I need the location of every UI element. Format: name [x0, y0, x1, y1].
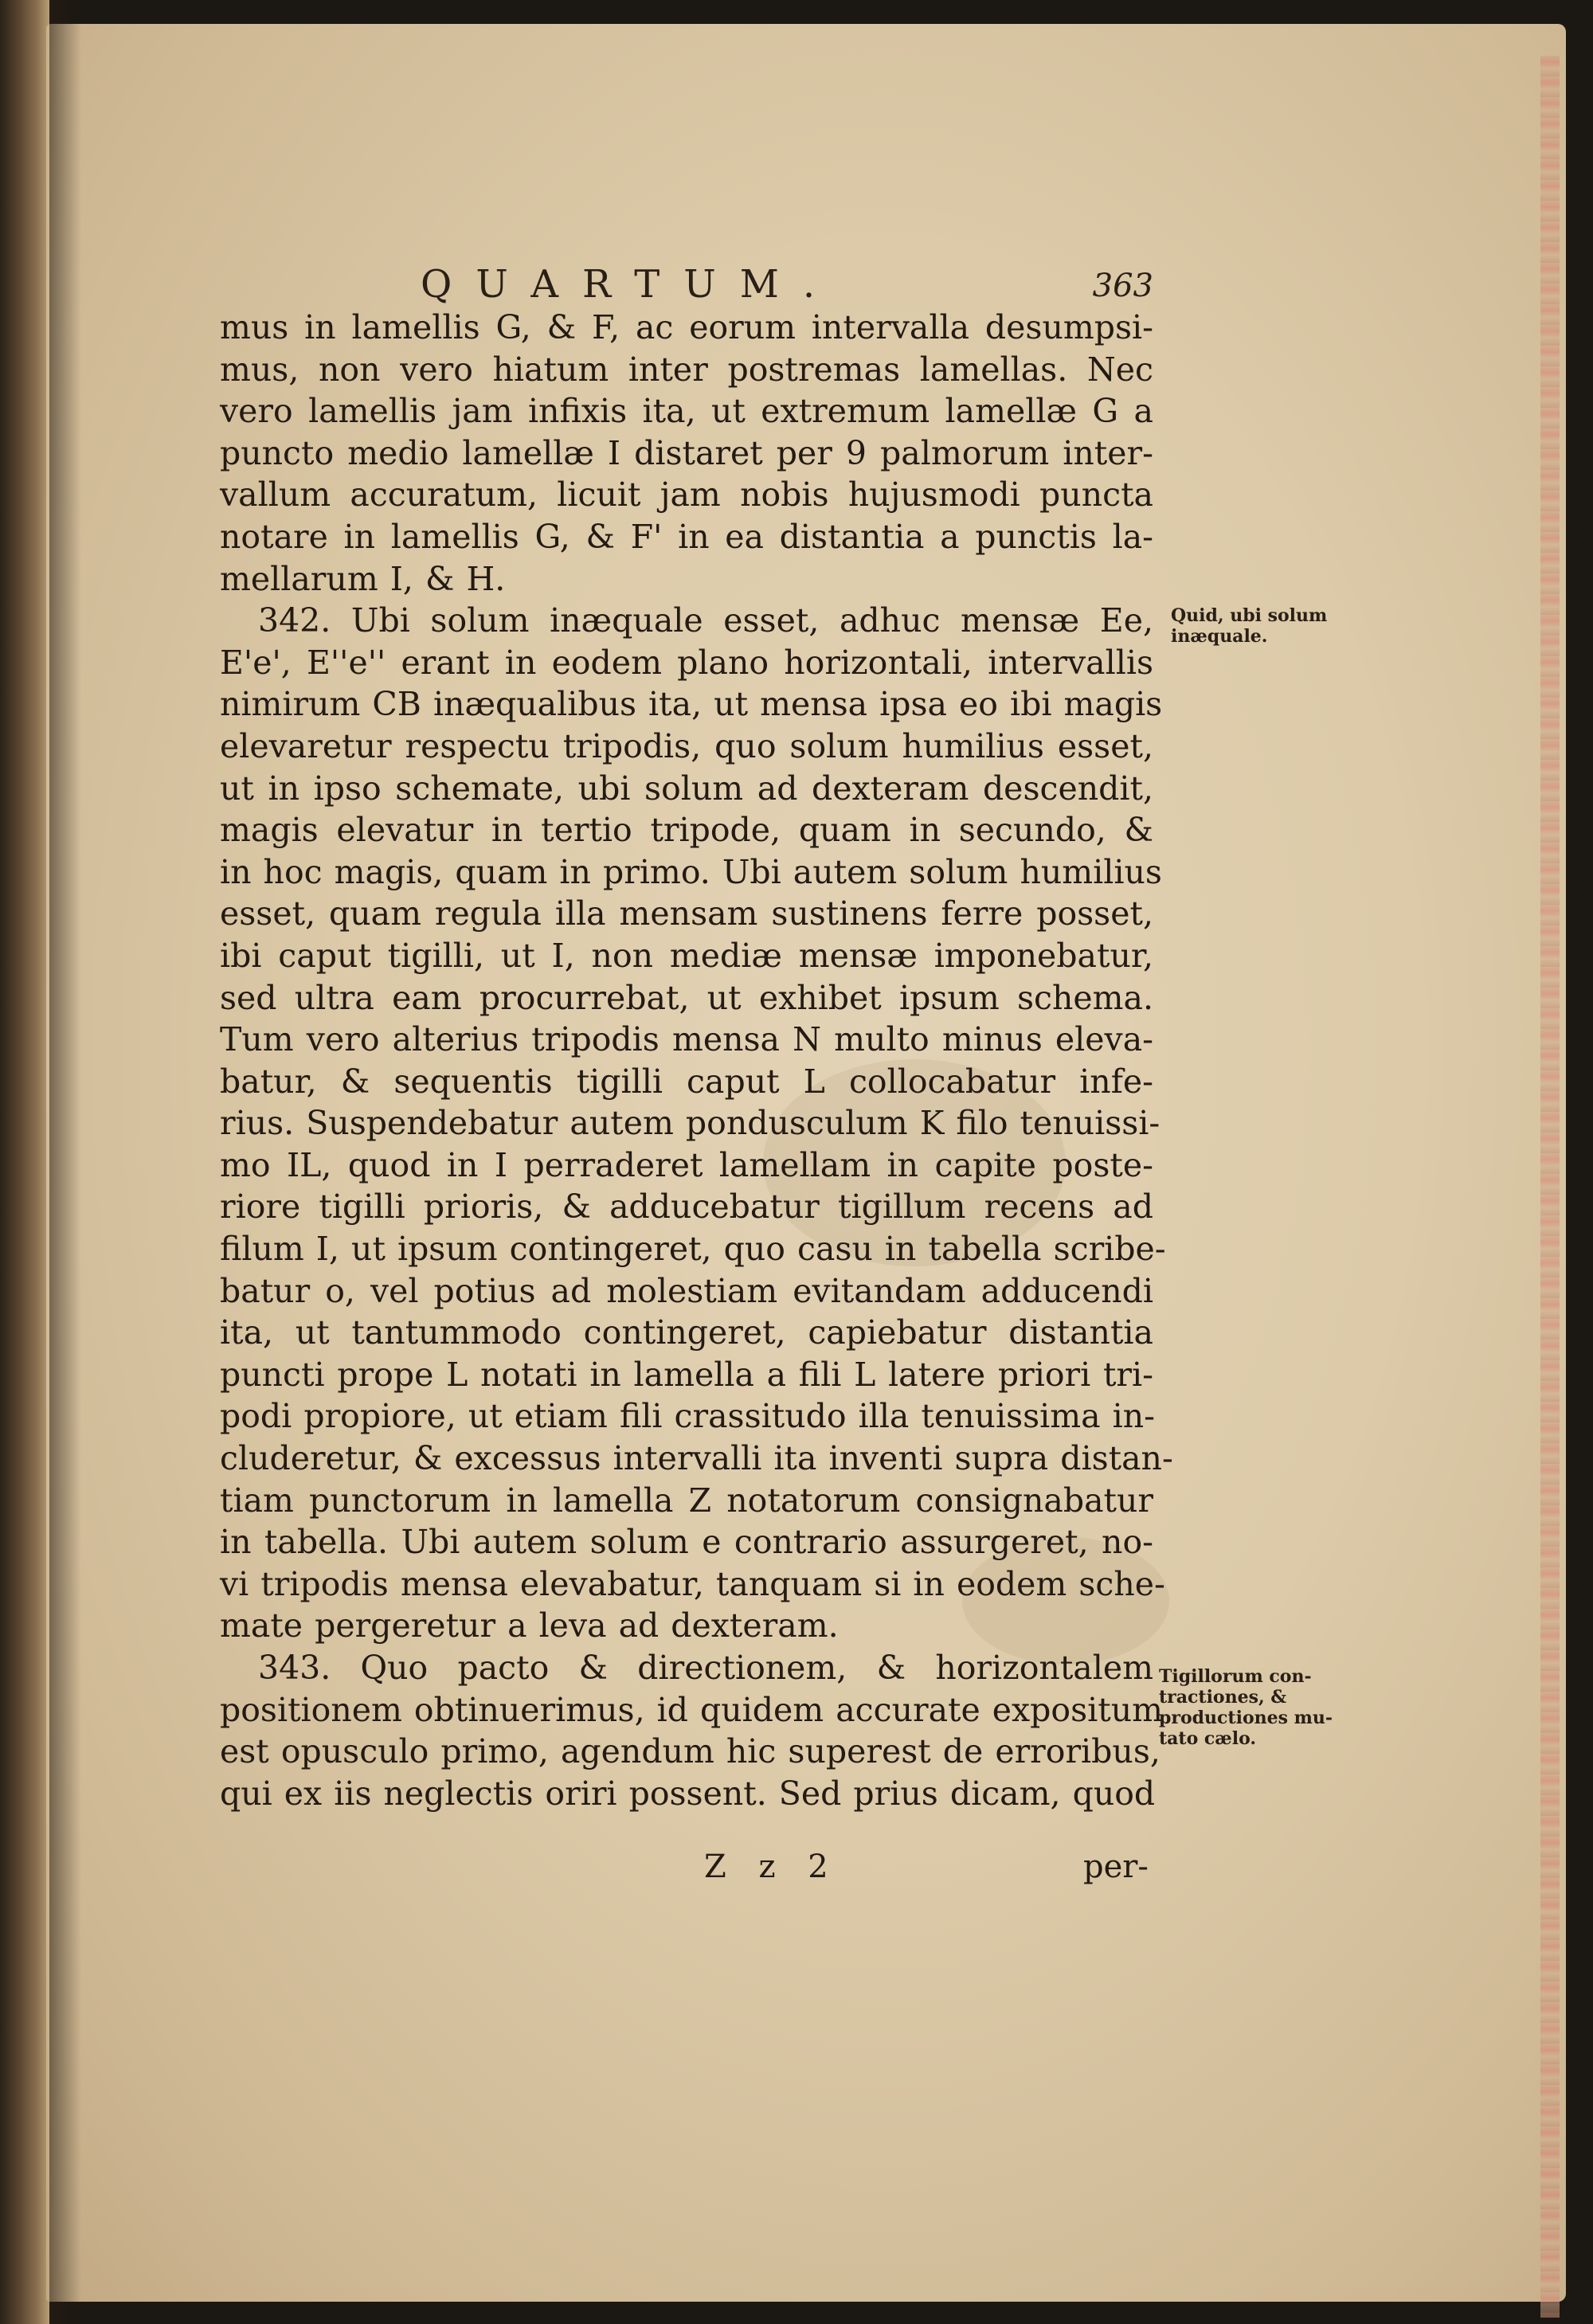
- page-edge-right: [1540, 56, 1560, 2318]
- text-line: E'e', E''e'' erant in eodem plano horizontali, intervallis: [220, 643, 1153, 682]
- text-line: puncti prope L notati in lamella a fili L latere priori tri-: [220, 1355, 1153, 1394]
- text-line: mo IL, quod in I perraderet lamellam in capite poste-: [220, 1145, 1153, 1184]
- marginal-note: [1159, 1666, 1333, 1749]
- spine-shadow: [49, 0, 81, 2324]
- text-line: vallum accuratum, licuit jam nobis hujusmodi puncta: [220, 475, 1153, 514]
- text-line: Tum vero alterius tripodis mensa N multo minus eleva-: [220, 1020, 1153, 1059]
- text-line: batur o, vel potius ad molestiam evitandam adducendi: [220, 1271, 1153, 1310]
- marginal-note-line: Quid, ubi solum: [1171, 605, 1328, 626]
- text-line: podi propiore, ut etiam fili crassitudo illa tenuissima in-: [220, 1397, 1155, 1436]
- text-line: filum I, ut ipsum contingeret, quo casu in tabella scribe-: [220, 1230, 1166, 1269]
- text-line: vi tripodis mensa elevabatur, tanquam si in eodem sche-: [220, 1564, 1165, 1603]
- text-line: qui ex iis neglectis oriri possent. Sed prius dicam, quod: [220, 1774, 1156, 1813]
- marginal-note: [1171, 605, 1330, 647]
- page-number: 363: [1092, 268, 1153, 304]
- text-line: in hoc magis, quam in primo. Ubi autem solum humilius: [220, 852, 1162, 891]
- running-head: [421, 256, 1153, 312]
- text-line: est opusculo primo, agendum hic superest de erroribus,: [220, 1732, 1161, 1771]
- text-line: tiam punctorum in lamella Z notatorum consignabatur: [220, 1481, 1153, 1520]
- marginal-note-line: tato cælo.: [1159, 1728, 1257, 1749]
- catchword: per-: [1083, 1849, 1149, 1885]
- text-line: riore tigilli prioris, & adducebatur tigillum recens ad: [220, 1187, 1153, 1227]
- text-line: 342. Ubi solum inæquale esset, adhuc mensæ Ee,: [258, 601, 1153, 640]
- text-line: magis elevatur in tertio tripode, quam in secundo, &: [220, 811, 1153, 850]
- marginal-note-line: inæquale.: [1171, 626, 1268, 647]
- text-line: mellarum I, & H.: [220, 559, 506, 598]
- text-line: ut in ipso schemate, ubi solum ad dexteram descendit,: [220, 769, 1153, 808]
- text-line: vero lamellis jam infixis ita, ut extremum lamellæ G a: [220, 392, 1153, 431]
- text-line: notare in lamellis G, & F' in ea distantia a punctis la-: [220, 517, 1153, 556]
- marginal-note-line: Tigillorum con-: [1159, 1666, 1312, 1687]
- text-line: 343. Quo pacto & directionem, & horizontalem: [258, 1649, 1153, 1687]
- text-line: esset, quam regula illa mensam sustinens ferre posset,: [220, 894, 1153, 933]
- text-line: nimirum CB inæqualibus ita, ut mensa ipsa eo ibi magis: [220, 685, 1163, 724]
- text-line: rius. Suspendebatur autem pondusculum K filo tenuissi-: [220, 1104, 1161, 1143]
- left-page-edge: [0, 0, 49, 2324]
- text-line: ibi caput tigilli, ut I, non mediæ mensæ imponebatur,: [220, 936, 1153, 975]
- text-line: sed ultra eam procurrebat, ut exhibet ipsum schema.: [220, 978, 1153, 1017]
- text-line: mate pergeretur a leva ad dexteram.: [220, 1606, 839, 1645]
- text-line: in tabella. Ubi autem solum e contrario assurgeret, no-: [220, 1523, 1153, 1562]
- text-line: mus, non vero hiatum inter postremas lamellas. Nec: [220, 350, 1153, 389]
- marginal-note-line: tractiones, &: [1159, 1687, 1287, 1708]
- text-line: batur, & sequentis tigilli caput L collocabatur infe-: [220, 1062, 1153, 1101]
- text-line: puncto medio lamellæ I distaret per 9 palmorum inter-: [220, 433, 1153, 472]
- text-line: positionem obtinuerimus, id quidem accurate expositum: [220, 1690, 1164, 1729]
- marginal-note-line: productiones mu-: [1159, 1708, 1333, 1728]
- body-text: [220, 307, 1173, 1814]
- signature-mark: Z z 2: [704, 1849, 840, 1885]
- text-line: elevaretur respectu tripodis, quo solum humilius esset,: [220, 726, 1153, 765]
- text-line: mus in lamellis G, & F, ac eorum intervalla desumpsi-: [220, 308, 1153, 346]
- text-line: cluderetur, & excessus intervalli ita inventi supra distan-: [220, 1439, 1173, 1478]
- text-line: ita, ut tantummodo contingeret, capiebatur distantia: [220, 1313, 1153, 1352]
- running-title: QUARTUM.: [421, 262, 840, 307]
